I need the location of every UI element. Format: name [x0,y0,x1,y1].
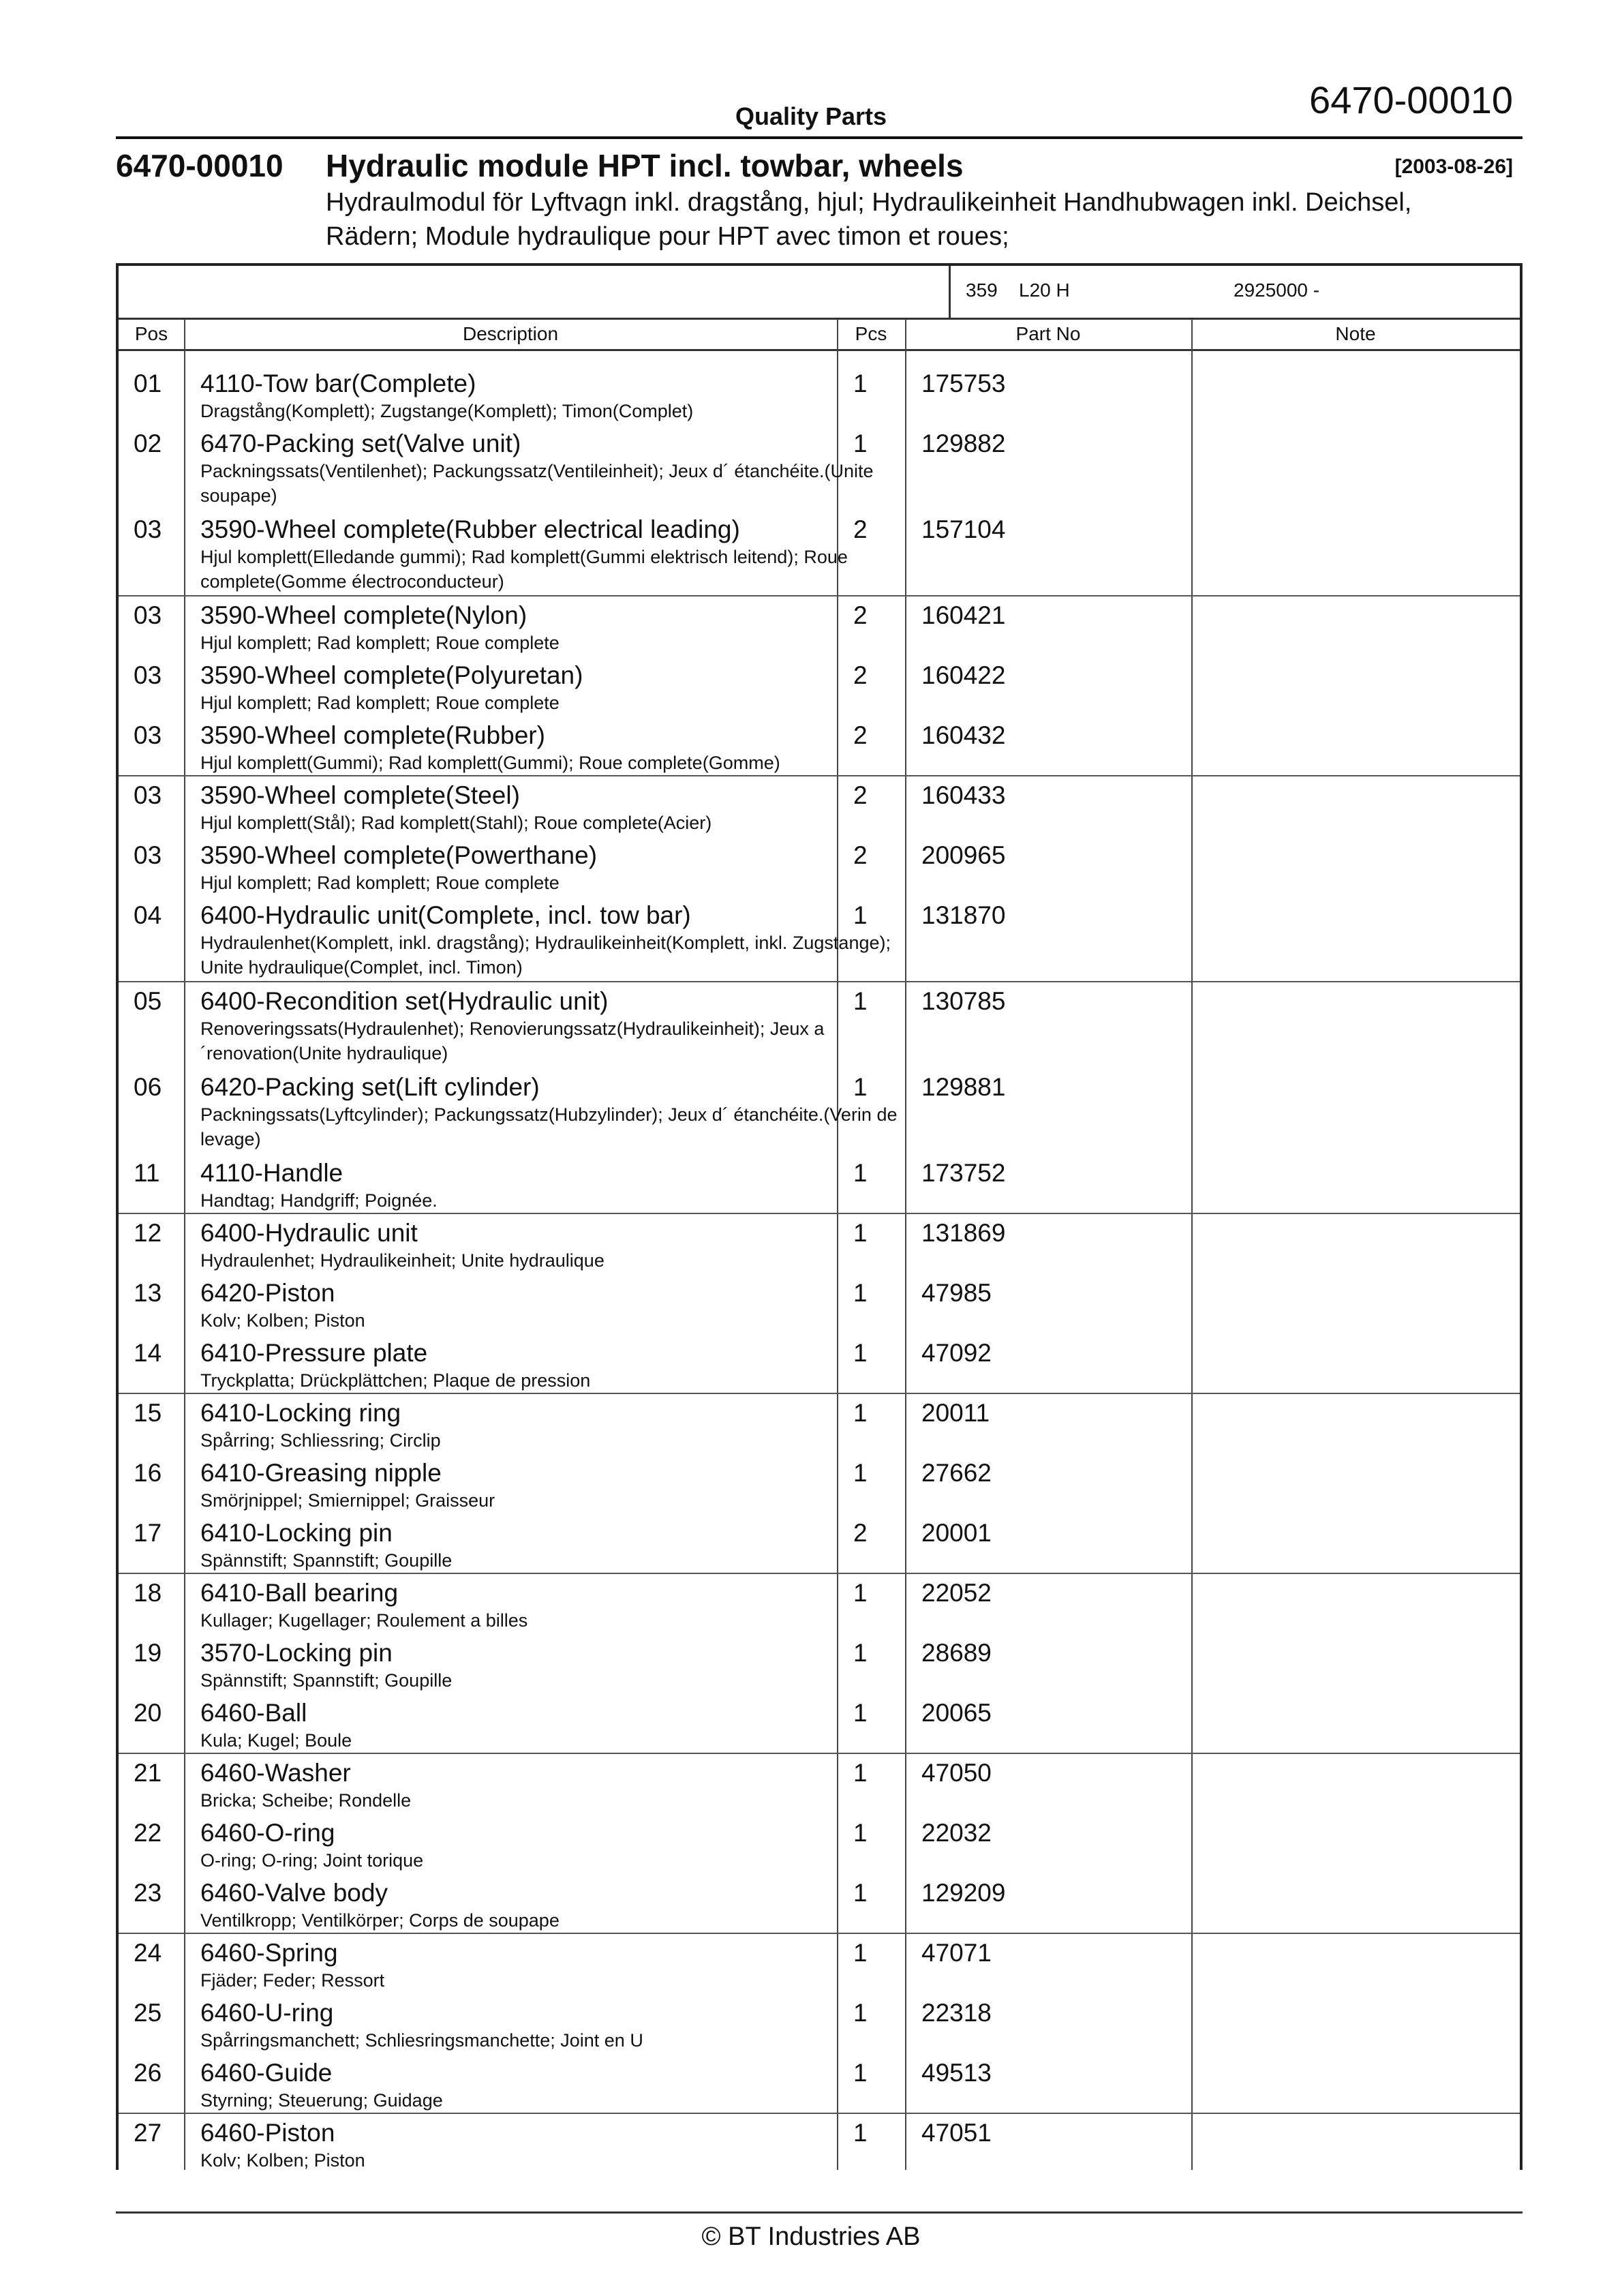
row-pcs: 1 [853,1399,868,1427]
col-description: Description [462,323,559,344]
header-doc-number: 6470-00010 [1309,78,1513,121]
row-translations: Kullager; Kugellager; Roulement a billes [200,1610,528,1631]
header-label: Quality Parts [735,102,887,130]
row-pcs: 1 [853,901,868,929]
row-pcs: 1 [853,1219,868,1247]
row-pcs: 1 [853,1999,868,2027]
row-group-separator [119,1933,1520,1934]
row-group-separator [119,775,1520,776]
row-description: 6460-Washer [200,1759,351,1787]
row-description-cell [200,1818,930,1873]
row-pos: 17 [134,1519,162,1547]
row-part-no: 160433 [921,781,1006,809]
row-description: 4110-Tow bar(Complete) [200,369,476,397]
row-description-cell [200,601,930,655]
row-translations: Hjul komplett(Gummi); Rad komplett(Gummi); Roue complete(Gomme) [200,753,780,773]
row-pos: 24 [134,1939,162,1967]
row-pos: 01 [134,369,162,397]
row-description: 6460-Guide [200,2059,333,2087]
row-pcs: 1 [853,1759,868,1787]
row-translations: Dragstång(Komplett); Zugstange(Komplett); Timon(Complet) [200,401,694,421]
row-pcs: 2 [853,515,868,543]
row-pcs: 2 [853,721,868,749]
row-translations: Hjul komplett; Rad komplett; Roue complete [200,633,560,653]
row-pos: 02 [134,429,162,457]
row-description-cell [200,1072,930,1151]
row-pos: 16 [134,1459,162,1487]
row-translations: Spännstift; Spannstift; Goupille [200,1550,453,1571]
row-description-cell [200,1578,930,1633]
row-description-cell [200,1338,930,1393]
row-pos: 23 [134,1879,162,1907]
row-pcs: 1 [853,2119,868,2147]
row-translations: Fjäder; Feder; Ressort [200,1970,385,1991]
row-translations: Hjul komplett; Rad komplett; Roue complete [200,693,560,713]
row-part-no: 20011 [921,1399,990,1427]
row-description-cell [200,429,930,508]
row-group-separator [119,1393,1520,1394]
row-description-cell [200,1458,930,1513]
col-pcs: Pcs [855,323,887,344]
row-pos: 27 [134,2119,162,2147]
row-pos: 18 [134,1579,162,1607]
row-description: 6420-Packing set(Lift cylinder) [200,1073,540,1101]
row-translations: Smörjnippel; Smiernippel; Graisseur [200,1490,495,1511]
row-part-no: 130785 [921,987,1006,1015]
row-part-no: 47051 [921,2119,992,2147]
row-pos: 03 [134,781,162,809]
row-description-cell [200,1518,930,1573]
row-translations: O-ring; O-ring; Joint torique [200,1850,424,1871]
row-description: 6460-Spring [200,1939,338,1967]
row-description: 6460-Valve body [200,1879,388,1907]
row-translations: Packningssats(Lyftcylinder); Packungssatz(Hubzylinder); Jeux d´ étanchéite.(Verin de levage) [200,1104,898,1149]
model-header [119,266,1520,320]
row-translations: Tryckplatta; Drückplättchen; Plaque de pression [200,1370,591,1391]
row-description: 3590-Wheel complete(Rubber) [200,721,545,749]
row-description-cell [200,1218,930,1273]
row-description: 6410-Greasing nipple [200,1459,442,1487]
row-group-separator [119,1573,1520,1574]
row-part-no: 28689 [921,1639,992,1667]
row-pos: 14 [134,1339,162,1367]
row-translations: Renoveringssats(Hydraulenhet); Renovierungssatz(Hydraulikeinheit); Jeux a´renovation(Unite hydraulique) [200,1018,825,1063]
col-divider [184,319,185,2170]
row-description-cell [200,2058,930,2113]
row-description: 6410-Ball bearing [200,1579,399,1607]
row-pos: 11 [134,1159,160,1187]
row-pcs: 1 [853,1879,868,1907]
row-description-cell [200,661,930,715]
row-translations: Hjul komplett(Stål); Rad komplett(Stahl); Roue complete(Acier) [200,813,712,833]
row-part-no: 129881 [921,1073,1006,1101]
row-translations: Spårring; Schliessring; Circlip [200,1430,441,1451]
row-part-no: 20001 [921,1519,992,1547]
footer-copyright: © BT Industries AB [701,2222,921,2251]
row-part-no: 129882 [921,429,1006,457]
row-pcs: 1 [853,1579,868,1607]
row-pos: 03 [134,661,162,689]
row-translations: Bricka; Scheibe; Rondelle [200,1790,412,1811]
row-description: 3590-Wheel complete(Powerthane) [200,841,598,869]
row-pos: 15 [134,1399,162,1427]
row-description-cell [200,1398,930,1453]
row-part-no: 175753 [921,369,1006,397]
row-pcs: 1 [853,1279,868,1307]
col-pos: Pos [134,323,168,344]
row-part-no: 129209 [921,1879,1006,1907]
row-description-cell [200,1638,930,1693]
row-pcs: 1 [853,1159,868,1187]
row-pos: 19 [134,1639,162,1667]
row-part-no: 47050 [921,1759,992,1787]
row-description-cell [200,841,930,895]
row-translations: Hydraulenhet; Hydraulikeinheit; Unite hydraulique [200,1250,605,1271]
row-part-no: 47985 [921,1279,992,1307]
row-description-cell [200,1938,930,1993]
row-description-cell [200,781,930,835]
row-description-cell [200,1998,930,2053]
row-description: 6460-Piston [200,2119,335,2147]
row-pos: 21 [134,1759,162,1787]
row-description-cell [200,901,930,980]
row-translations: Spårringsmanchett; Schliesringsmanchette; Joint en U [200,2030,643,2051]
row-group-separator [119,981,1520,982]
row-translations: Hjul komplett(Elledande gummi); Rad komplett(Gummi elektrisch leitend); Roue complete(Gomme électroconducteur) [200,547,848,592]
row-description-cell [200,2118,930,2173]
row-translations: Styrning; Steuerung; Guidage [200,2090,443,2111]
row-description: 3590-Wheel complete(Rubber electrical leading) [200,515,740,543]
row-pcs: 2 [853,661,868,689]
row-pcs: 1 [853,1459,868,1487]
row-translations: Kolv; Kolben; Piston [200,2150,365,2171]
row-pcs: 1 [853,2059,868,2087]
row-pcs: 2 [853,1519,868,1547]
row-pos: 03 [134,841,162,869]
row-description-cell [200,1158,930,1213]
row-description: 6460-Ball [200,1699,307,1727]
title-translations: Hydraulmodul för Lyftvagn inkl. dragstång, hjul; Hydraulikeinheit Handhubwagen inkl. Deichsel, Rädern; Module hydraulique pour HPT avec timon et roues; [326,188,1412,251]
row-group-separator [119,1213,1520,1214]
title-date: [2003-08-26] [1394,155,1513,178]
row-description: 3590-Wheel complete(Polyuretan) [200,661,583,689]
row-description-cell [200,986,930,1066]
col-note: Note [1335,323,1376,344]
row-description: 6400-Hydraulic unit(Complete, incl. tow bar) [200,901,691,929]
row-part-no: 27662 [921,1459,992,1487]
row-pos: 20 [134,1699,162,1727]
row-group-separator [119,1753,1520,1754]
row-pos: 22 [134,1819,162,1847]
model-box [949,266,1520,318]
row-translations: Hjul komplett; Rad komplett; Roue complete [200,873,560,893]
row-part-no: 47071 [921,1939,992,1967]
row-pos: 03 [134,515,162,543]
row-translations: Ventilkropp; Ventilkörper; Corps de soupape [200,1910,560,1931]
row-pcs: 1 [853,429,868,457]
footer-rule [116,2211,1522,2214]
model-serial: 2925000 - [1234,280,1320,301]
row-pos: 26 [134,2059,162,2087]
row-description: 6460-U-ring [200,1999,334,2027]
row-pos: 03 [134,601,162,629]
row-part-no: 47092 [921,1339,992,1367]
col-divider [1191,319,1193,2170]
row-pcs: 1 [853,1819,868,1847]
row-description: 3590-Wheel complete(Nylon) [200,601,527,629]
row-translations: Kula; Kugel; Boule [200,1730,352,1751]
row-translations: Kolv; Kolben; Piston [200,1310,365,1331]
row-description: 3590-Wheel complete(Steel) [200,781,520,809]
row-pcs: 1 [853,987,868,1015]
row-part-no: 131870 [921,901,1006,929]
row-description-cell [200,1278,930,1333]
row-translations: Hydraulenhet(Komplett, inkl. dragstång); Hydraulikeinheit(Komplett, inkl. Zugstange); Unite hydraulique(Complet, incl. Timon) [200,933,891,978]
row-pos: 06 [134,1073,162,1101]
row-pos: 03 [134,721,162,749]
row-description-cell [200,721,930,775]
row-pos: 12 [134,1219,162,1247]
row-description: 6470-Packing set(Valve unit) [200,429,521,457]
title-code: 6470-00010 [116,148,284,183]
row-description-cell [200,1698,930,1753]
row-part-no: 160421 [921,601,1006,629]
row-description: 6460-O-ring [200,1819,335,1847]
row-translations: Spännstift; Spannstift; Goupille [200,1670,453,1691]
row-description-cell [200,1758,930,1813]
row-description-cell [200,515,930,594]
row-part-no: 22318 [921,1999,992,2027]
model-name: L20 H [1019,280,1070,301]
header-rule [116,136,1522,139]
row-description: 6410-Locking ring [200,1399,401,1427]
row-pos: 05 [134,987,162,1015]
table-header [119,319,1520,351]
col-part-no: Part No [1015,323,1081,344]
row-part-no: 173752 [921,1159,1006,1187]
row-part-no: 22052 [921,1579,992,1607]
row-part-no: 200965 [921,841,1006,869]
row-pcs: 2 [853,841,868,869]
row-group-separator [119,595,1520,596]
row-part-no: 20065 [921,1699,992,1727]
row-translations: Packningssats(Ventilenhet); Packungssatz(Ventileinheit); Jeux d´ étanchéite.(Unite soupape) [200,461,874,506]
row-part-no: 131869 [921,1219,1006,1247]
parts-table [116,263,1522,2170]
row-description: 6400-Hydraulic unit [200,1219,418,1247]
row-description: 6400-Recondition set(Hydraulic unit) [200,987,609,1015]
row-pcs: 1 [853,1699,868,1727]
row-description: 6410-Pressure plate [200,1339,428,1367]
row-pcs: 1 [853,1073,868,1101]
row-group-separator [119,2113,1520,2114]
row-description-cell [200,1878,930,1933]
row-part-no: 49513 [921,2059,992,2087]
row-part-no: 22032 [921,1819,992,1847]
row-description: 3570-Locking pin [200,1639,393,1667]
row-description: 6420-Piston [200,1279,335,1307]
row-part-no: 160422 [921,661,1006,689]
row-description: 6410-Locking pin [200,1519,393,1547]
row-translations: Handtag; Handgriff; Poignée. [200,1190,438,1211]
row-pos: 04 [134,901,162,929]
row-pos: 13 [134,1279,162,1307]
row-description: 4110-Handle [200,1159,343,1187]
title-name: Hydraulic module HPT incl. towbar, wheels [326,148,964,183]
row-pos: 25 [134,1999,162,2027]
row-pcs: 2 [853,781,868,809]
row-pcs: 1 [853,1939,868,1967]
row-part-no: 160432 [921,721,1006,749]
row-part-no: 157104 [921,515,1006,543]
model-code: 359 [966,280,998,301]
row-pcs: 1 [853,1339,868,1367]
row-description-cell [200,369,930,423]
row-pcs: 1 [853,1639,868,1667]
row-pcs: 1 [853,369,868,397]
row-pcs: 2 [853,601,868,629]
